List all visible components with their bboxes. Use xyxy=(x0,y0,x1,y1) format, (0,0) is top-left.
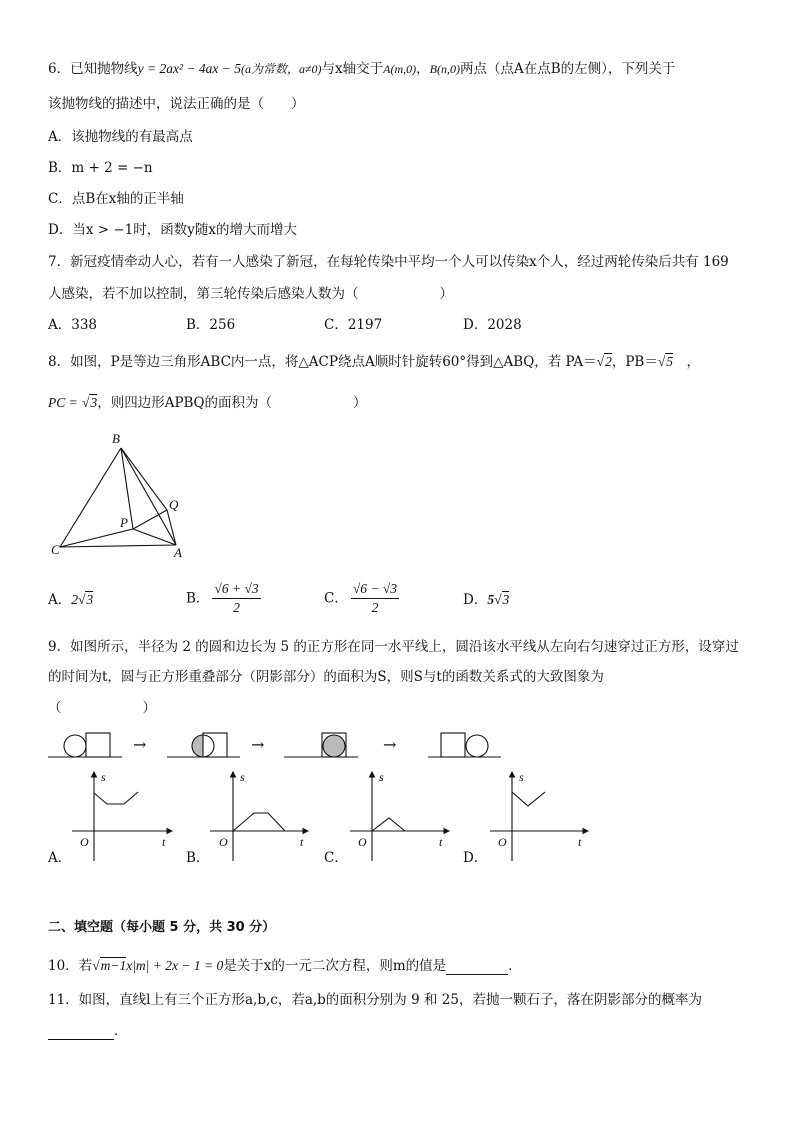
q7-option-c: C．2197 xyxy=(324,317,383,333)
q6-equation: y = 2ax² − 4ax − 5 xyxy=(137,61,241,76)
q6-line-2: 该抛物线的描述中，说法正确的是（ ） xyxy=(48,96,305,112)
q6-post: 两点（点A在点B的左侧），下列关于 xyxy=(460,61,676,77)
q9-option-c: C． xyxy=(324,850,348,866)
q8-option-d: D．5√3 xyxy=(463,592,510,608)
q7-option-a: A．338 xyxy=(48,317,98,333)
q8-pc-label: PC = xyxy=(48,395,78,410)
q9-c-o: O xyxy=(358,835,367,849)
q8-text: 8．如图，P是等边三角形ABC内一点，将△ACP绕点A顺时针旋转60°得到△ABQ，若 PA＝ xyxy=(48,354,597,370)
section-2-title: 二、填空题（每小题 5 分，共 30 分） xyxy=(48,920,276,935)
q6-intro: 6．已知抛物线 xyxy=(48,61,138,77)
q9-b-t: t xyxy=(300,835,304,849)
q10-intro: 10．若 xyxy=(48,958,93,974)
q6-option-d: D．当x > −1时，函数y随x的增大而增大 xyxy=(48,222,297,238)
q6-line-1: 6．已知抛物线y = 2ax² − 4ax − 5(a为常数，a≠0)与x轴交于A(m,0)，B(n,0)两点（点A在点B的左侧），下列关于 xyxy=(48,61,676,77)
q9-option-a: A． xyxy=(48,850,72,866)
q8-label-q: Q xyxy=(169,497,179,512)
q10-equation: x|m| + 2x − 1 = 0 xyxy=(126,958,224,973)
q8-text-2: ，则四边形APBQ的面积为（ ） xyxy=(97,395,367,411)
q9-a-t: t xyxy=(162,835,166,849)
q11-answer-blank[interactable] xyxy=(48,1025,114,1040)
q8-option-a: A．2√3 xyxy=(48,592,94,608)
q9-a-s: s xyxy=(101,770,106,784)
q10-answer-blank[interactable] xyxy=(446,960,508,975)
q6-mid: 与x轴交于 xyxy=(321,61,384,77)
q9-arrow-3: → xyxy=(383,735,397,754)
q8-label-p: P xyxy=(120,515,128,530)
q8-line-1: 8．如图，P是等边三角形ABC内一点，将△ACP绕点A顺时针旋转60°得到△ABQ，若 PA＝√2，PB＝√5 ， xyxy=(48,354,701,370)
q8-pa-value: 2 xyxy=(605,354,612,369)
q8-pb-label: ，PB＝ xyxy=(611,354,658,370)
q10-radicand: m−1 xyxy=(100,958,127,973)
q6-param-note: (a为常数，a≠0) xyxy=(240,62,322,76)
q6-point-a: A(m,0) xyxy=(383,62,417,76)
q9-option-b: B． xyxy=(186,850,210,866)
q6-option-b: B．m + 2 = −n xyxy=(48,160,153,176)
q8-line-2: PC = √3，则四边形APBQ的面积为（ ） xyxy=(48,395,367,411)
q9-line-2: 的时间为t，圆与正方形重叠部分（阴影部分）的面积为S，则S与t的函数关系式的大致图象为 xyxy=(48,669,604,685)
q6-option-a: A．该抛物线的有最高点 xyxy=(48,129,193,145)
q9-a-o: O xyxy=(80,835,89,849)
q10-line: 10．若√m−1x|m| + 2x − 1 = 0是关于x的一元二次方程，则m的值是 ． xyxy=(48,958,522,974)
q9-line-1: 9．如图所示，半径为 2 的圆和边长为 5 的正方形在同一水平线上，圆沿该水平线从左向右匀速穿过正方形，设穿过 xyxy=(48,639,739,655)
q8-option-c: C． $\frac{√6 - √3}{2}$ xyxy=(324,581,398,615)
q9-c-s: s xyxy=(379,770,384,784)
q8-label-c: C xyxy=(51,542,60,557)
q7-option-b: B．256 xyxy=(186,317,236,333)
q8-pb-value: 5 xyxy=(666,354,674,369)
q9-arrow-2: → xyxy=(251,735,265,754)
q8-pc-value: 3 xyxy=(90,395,98,410)
q9-line-3: （ ） xyxy=(48,700,156,716)
q6-option-c: C．点B在x轴的正半轴 xyxy=(48,191,184,207)
q10-text: 是关于x的一元二次方程，则m的值是 xyxy=(223,958,447,974)
q9-c-t: t xyxy=(439,835,443,849)
q11-line-2: ． xyxy=(48,1022,128,1040)
q9-d-o: O xyxy=(498,835,507,849)
q6-point-b: B(n,0) xyxy=(429,62,460,76)
q9-option-d: D． xyxy=(463,850,488,866)
q7-line-1: 7．新冠疫情牵动人心，若有一人感染了新冠，在每轮传染中平均一个人可以传染x个人，经过两轮传染后共有 169 xyxy=(48,254,729,270)
q7-option-d: D．2028 xyxy=(463,317,522,333)
q9-d-t: t xyxy=(578,835,582,849)
q7-line-2: 人感染，若不加以控制，第三轮传染后感染人数为（ ） xyxy=(48,286,453,302)
q9-b-s: s xyxy=(240,770,245,784)
q8-option-b: B． $\frac{√6 + √3}{2}$ xyxy=(186,581,259,615)
q9-b-o: O xyxy=(219,835,228,849)
q8-label-b: B xyxy=(112,431,120,446)
q9-d-s: s xyxy=(519,770,524,784)
q9-arrow-1: → xyxy=(133,735,147,754)
q8-label-a: A xyxy=(174,545,182,560)
q11-line-1: 11．如图，直线l上有三个正方形a,b,c，若a,b的面积分别为 9 和 25，若抛一颗石子，落在阴影部分的概率为 xyxy=(48,992,702,1008)
